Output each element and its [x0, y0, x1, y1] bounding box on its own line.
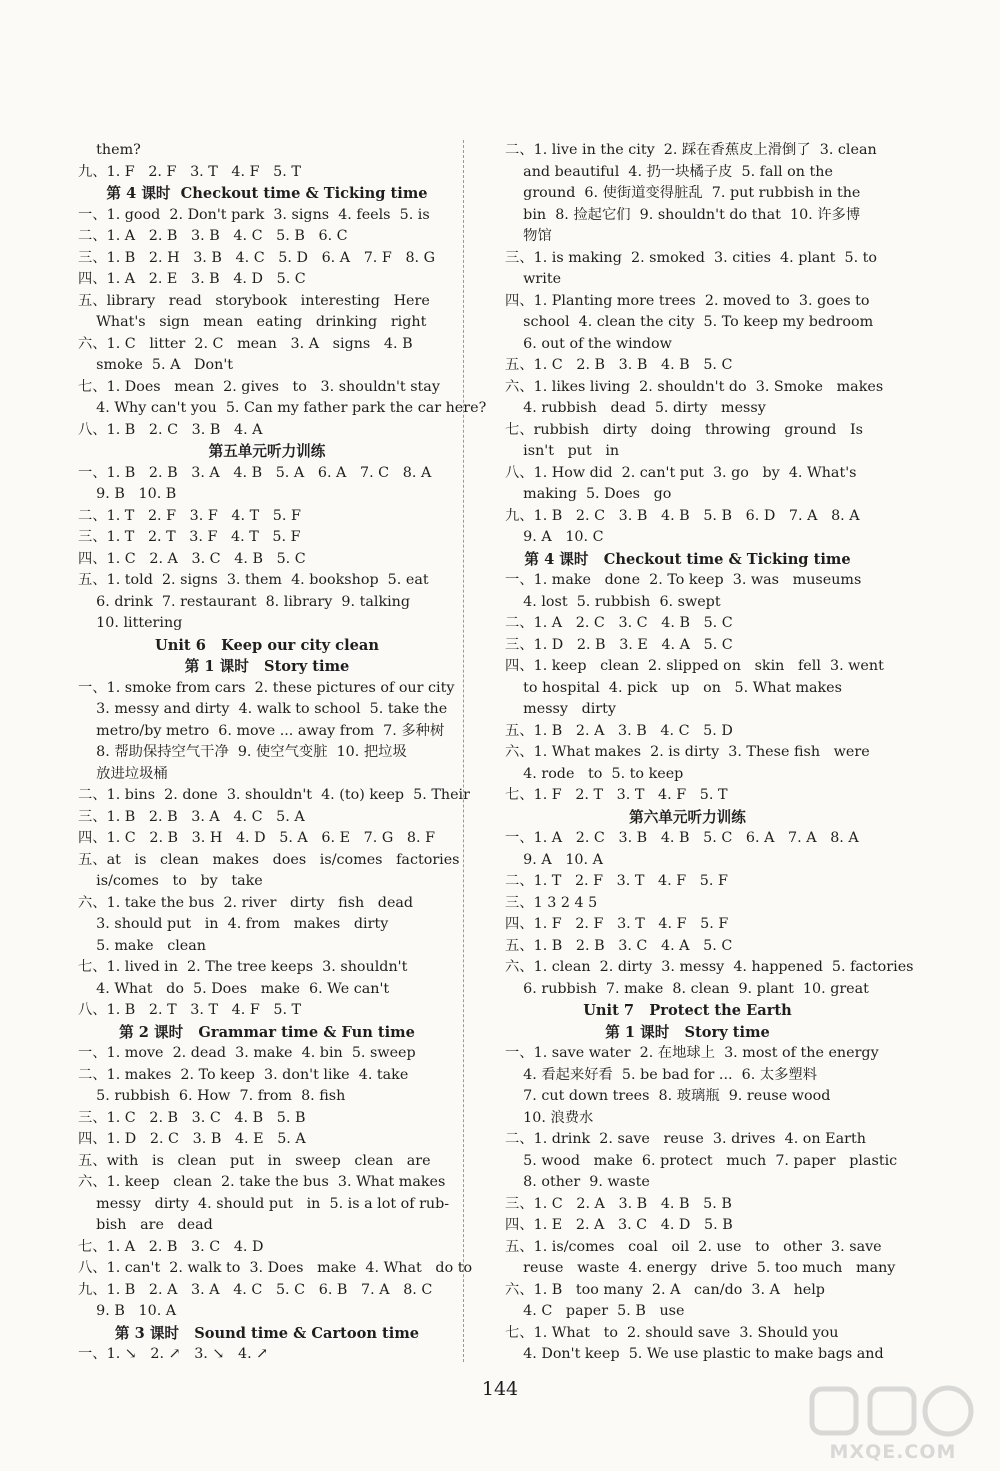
answer-line: 四、1. keep clean 2. slipped on skin fell 3. went [505, 658, 884, 674]
answer-line: 五、at is clean makes does is/comes factories [78, 851, 460, 868]
answer-line: 5. wood make 6. protect much 7. paper plastic [505, 1152, 898, 1169]
answer-line: 4. 看起来好看 5. be bad for ... 6. 太多塑料 [505, 1066, 818, 1083]
section-heading: 第五单元听力训练 [208, 443, 326, 460]
answer-line: 3. should put in 4. from makes dirty [78, 916, 389, 932]
section-heading: 第 1 课时 Story time [605, 1023, 770, 1041]
answer-line: 9. A 10. A [505, 851, 603, 868]
answer-line: 三、1. T 2. T 3. F 4. T 5. F [78, 529, 301, 545]
answer-line: 10. 浪费水 [505, 1109, 594, 1126]
section-heading: 第 2 课时 Grammar time & Fun time [119, 1023, 415, 1041]
answer-line: What's sign mean eating drinking right [78, 314, 427, 330]
answer-line: 八、1. B 2. C 3. B 4. A [78, 421, 263, 438]
section-heading: 第六单元听力训练 [629, 808, 746, 826]
answer-line: and beautiful 4. 扔一块橘子皮 5. fall on the [505, 163, 833, 180]
answer-line: 四、1. A 2. E 3. B 4. D 5. C [78, 271, 306, 287]
section-heading: 第 4 课时 Checkout time & Ticking time [106, 185, 428, 202]
left-column [78, 140, 487, 1366]
answer-line: 九、1. B 2. A 3. A 4. C 5. C 6. B 7. A 8. C [78, 1281, 433, 1298]
answer-line: 四、1. C 2. B 3. H 4. D 5. A 6. E 7. G 8. F [78, 830, 435, 846]
answer-line: 六、1. clean 2. dirty 3. messy 4. happened 5. factories [505, 959, 914, 975]
watermark-logo [808, 1383, 978, 1463]
answer-line: 六、1. keep clean 2. take the bus 3. What makes [78, 1174, 446, 1190]
answer-line: 4. rode to 5. to keep [505, 765, 684, 782]
section-heading: Unit 7 Protect the Earth [583, 1002, 792, 1019]
answer-line: school 4. clean the city 5. To keep my bedroom [505, 314, 874, 330]
answer-line: 4. lost 5. rubbish 6. swept [505, 593, 721, 610]
answer-line: 五、1. C 2. B 3. B 4. B 5. C [505, 357, 733, 373]
answer-line: 二、1. bins 2. done 3. shouldn't 4. (to) keep 5. Their [78, 787, 470, 803]
answer-line: 七、1. A 2. B 3. C 4. D [78, 1238, 264, 1255]
answer-line: reuse waste 4. energy drive 5. too much many [505, 1260, 896, 1276]
answer-line: messy dirty [505, 701, 616, 717]
answer-line: 一、1. A 2. C 3. B 4. B 5. C 6. A 7. A 8. A [505, 830, 859, 846]
answer-line: 放进垃圾桶 [78, 765, 168, 782]
answer-line: 7. cut down trees 8. 玻璃瓶 9. reuse wood [505, 1088, 831, 1104]
answer-line: 三、1. D 2. B 3. E 4. A 5. C [505, 636, 733, 653]
answer-line: 七、rubbish dirty doing throwing ground Is [505, 421, 864, 438]
answer-line: 9. B 10. A [78, 1303, 177, 1319]
answer-line: 四、1. F 2. F 3. T 4. F 5. F [505, 916, 729, 932]
answer-line: 五、1. told 2. signs 3. them 4. bookshop 5. eat [78, 572, 429, 588]
answer-line: 一、1. make done 2. To keep 3. was museums [505, 572, 862, 588]
answer-line: 8. 帮助保持空气干净 9. 使空气变脏 10. 把垃圾 [78, 744, 407, 760]
answer-line: 二、1. A 2. B 3. B 4. C 5. B 6. C [78, 228, 348, 244]
answer-line: 六、1. B too many 2. A can/do 3. A help [505, 1281, 825, 1298]
answer-line: 5. make clean [78, 937, 206, 954]
answer-line: 五、library read storybook interesting Here [78, 292, 430, 309]
answer-line: 一、1. move 2. dead 3. make 4. bin 5. sweep [78, 1045, 416, 1061]
answer-line: 二、1. drink 2. save reuse 3. drives 4. on Earth [505, 1131, 866, 1147]
answer-line: 3. messy and dirty 4. walk to school 5. take the [78, 701, 448, 717]
answer-line: 三、1. B 2. H 3. B 4. C 5. D 6. A 7. F 8. G [78, 249, 436, 266]
answer-line: 六、1. C litter 2. C mean 3. A signs 4. B [78, 335, 413, 352]
answer-line: smoke 5. A Don't [78, 357, 233, 373]
answer-line: 一、1. smoke from cars 2. these pictures of our city [78, 679, 455, 696]
section-heading: 第 3 课时 Sound time & Cartoon time [114, 1324, 420, 1342]
page-number: 144 [481, 1378, 519, 1400]
answer-line: 八、1. can't 2. walk to 3. Does make 4. What do to [78, 1260, 473, 1276]
answer-line: 一、1. save water 2. 在地球上 3. most of the energy [505, 1045, 879, 1061]
answer-line: messy dirty 4. should put in 5. is a lot of rub- [78, 1195, 450, 1212]
answer-line: 4. Why can't you 5. Can my father park the car here? [78, 400, 487, 416]
answer-line: 四、1. E 2. A 3. C 4. D 5. B [505, 1217, 733, 1233]
answer-line: 五、with is clean put in sweep clean are [78, 1152, 431, 1169]
answer-line: ground 6. 使街道变得脏乱 7. put rubbish in the [505, 185, 861, 201]
answer-line: 二、1. makes 2. To keep 3. don't like 4. take [78, 1066, 409, 1083]
column-divider [463, 140, 464, 1362]
answer-line: 物馆 [505, 228, 552, 244]
watermark-text: MXQE.COM [829, 1441, 957, 1463]
answer-line: 4. rubbish dead 5. dirty messy [505, 400, 766, 416]
watermark-stamp-icon [808, 1383, 978, 1443]
answer-line: 五、1. B 2. A 3. B 4. C 5. D [505, 722, 733, 739]
answer-line: bin 8. 捡起它们 9. shouldn't do that 10. 许多博 [505, 206, 861, 223]
answer-line: 一、1. B 2. B 3. A 4. B 5. A 6. A 7. C 8. A [78, 464, 432, 481]
answer-line: 六、1. What makes 2. is dirty 3. These fish were [505, 744, 870, 760]
answer-line: 8. other 9. waste [505, 1174, 650, 1190]
answer-line: to hospital 4. pick up on 5. What makes [505, 679, 842, 696]
answer-line: 三、1. is making 2. smoked 3. cities 4. plant 5. to [505, 249, 878, 266]
answer-line: isn't put in [505, 443, 620, 459]
answer-line: 二、1. T 2. F 3. T 4. F 5. F [505, 873, 728, 889]
answer-line: 七、1. Does mean 2. gives to 3. shouldn't stay [78, 378, 440, 395]
answer-line: bish are dead [78, 1217, 213, 1233]
answer-line: 二、1. A 2. C 3. C 4. B 5. C [505, 615, 733, 631]
answer-line: 4. C paper 5. B use [505, 1303, 685, 1319]
answer-line: is/comes to by take [78, 873, 263, 889]
section-heading: Unit 6 Keep our city clean [155, 636, 379, 654]
answer-line: 三、1. C 2. A 3. B 4. B 5. B [505, 1195, 732, 1212]
answer-line: 四、1. D 2. C 3. B 4. E 5. A [78, 1131, 306, 1147]
answer-line: 七、1. F 2. T 3. T 4. F 5. T [505, 787, 728, 803]
answer-line: 三、1. B 2. B 3. A 4. C 5. A [78, 808, 305, 825]
answer-line: 二、1. live in the city 2. 踩在香蕉皮上滑倒了 3. clean [505, 142, 877, 158]
answer-line: 五、1. is/comes coal oil 2. use to other 3. save [505, 1238, 882, 1255]
section-heading: 第 1 课时 Story time [184, 658, 350, 675]
answer-line: 四、1. Planting more trees 2. moved to 3. goes to [505, 292, 870, 309]
section-heading: 第 4 课时 Checkout time & Ticking time [524, 550, 851, 568]
answer-line: 10. littering [78, 615, 183, 631]
answer-line: 三、1. C 2. B 3. C 4. B 5. B [78, 1109, 306, 1126]
answer-line: 5. rubbish 6. How 7. from 8. fish [78, 1088, 346, 1104]
answer-line: 七、1. What to 2. should save 3. Should you [505, 1324, 839, 1341]
right-column [505, 140, 914, 1366]
answer-line: 一、1. good 2. Don't park 3. signs 4. feels 5. is [78, 206, 430, 223]
answer-line: 4. Don't keep 5. We use plastic to make bags and [505, 1346, 884, 1362]
answer-line: 八、1. How did 2. can't put 3. go by 4. What's [505, 464, 857, 481]
answer-line: 9. A 10. C [505, 529, 604, 545]
answer-line: 四、1. C 2. A 3. C 4. B 5. C [78, 550, 306, 567]
answer-line: them? [78, 142, 141, 158]
answer-line: write [505, 271, 562, 287]
answer-line: 六、1. likes living 2. shouldn't do 3. Smoke makes [505, 378, 884, 395]
answer-line: 九、1. B 2. C 3. B 4. B 5. B 6. D 7. A 8. A [505, 507, 860, 524]
answer-line: 六、1. take the bus 2. river dirty fish dead [78, 894, 414, 911]
answer-line: 一、1. ↘ 2. ↗ 3. ↘ 4. ↗ [78, 1346, 269, 1362]
answer-line: 八、1. B 2. T 3. T 4. F 5. T [78, 1002, 302, 1018]
answer-line: 6. drink 7. restaurant 8. library 9. talking [78, 593, 411, 610]
answer-line: 五、1. B 2. B 3. C 4. A 5. C [505, 937, 733, 954]
answer-line: 七、1. lived in 2. The tree keeps 3. shouldn't [78, 959, 408, 975]
answer-line: 6. rubbish 7. make 8. clean 9. plant 10. great [505, 980, 869, 997]
answer-line: 二、1. T 2. F 3. F 4. T 5. F [78, 507, 301, 524]
answer-line: making 5. Does go [505, 486, 672, 502]
answer-line: 九、1. F 2. F 3. T 4. F 5. T [78, 163, 301, 180]
answer-line: 4. What do 5. Does make 6. We can't [78, 980, 390, 997]
answer-line: 6. out of the window [505, 335, 672, 352]
answer-line: 9. B 10. B [78, 486, 177, 502]
answer-line: metro/by metro 6. move ... away from 7. 多种树 [78, 722, 445, 739]
answer-line: 三、1 3 2 4 5 [505, 894, 598, 911]
